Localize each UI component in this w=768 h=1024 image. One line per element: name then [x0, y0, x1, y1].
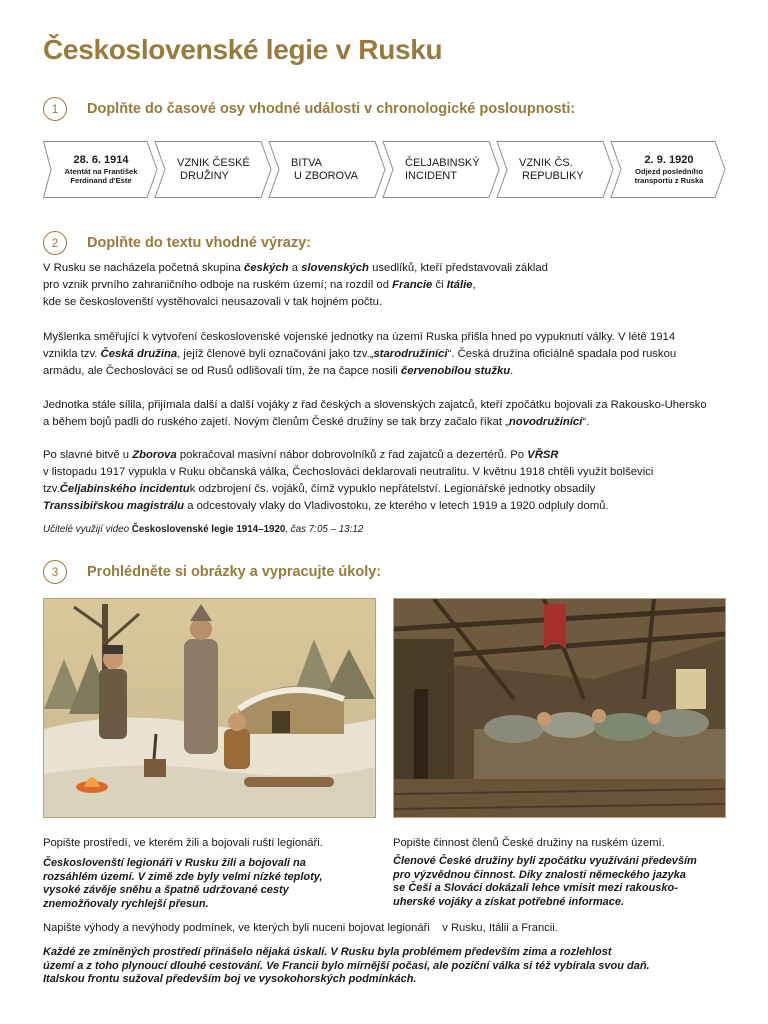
timeline — [43, 141, 726, 198]
filled-term: starodružiníci — [373, 348, 448, 360]
paragraph-1: V Rusku se nacházela početná skupina českých a slovenských usedlíků, kteří představovali základ pro vznik prvního zahraničního odboje na ruském území; na rozdíl od Francie či Itálie, kde se českoslovenští vystěhovalci neusazovali v tak hojném počtu. — [43, 262, 548, 308]
timeline-sub: Odjezd posledního — [635, 167, 703, 176]
illustration-winter-camp — [43, 598, 376, 818]
filled-term: Transsibiřskou magistrálu — [43, 500, 185, 512]
timeline-date: 28. 6. 1914 — [73, 154, 129, 166]
timeline-label: INCIDENT — [405, 169, 457, 182]
timeline-sub: transportu z Ruska — [634, 176, 704, 185]
right-question: Popište činnost členů České družiny na ruském území. — [393, 837, 665, 849]
timeline-label: VZNIK ČS. — [519, 156, 573, 169]
bottom-answer: Každé ze zmíněných prostředí přinášelo nějaká úskalí. V Rusku byla problémem především zima a rozlehlost území a z toho plynoucí dlouhé cestování. Ve Francii bylo mírnější počasí, ale poziční válka si též vybírala svou daň. Italskou frontu sužoval především boj ve vysokohorských podmínkách. — [43, 946, 650, 985]
right-answer: Členové České družiny byli zpočátku využíváni především pro výzvědnou činnost. Díky znalosti německého jazyka se Češi a Slováci dokázali lehce vmísit mezi rakousko- uherské vojáky a získat potřebné informace. — [393, 855, 697, 908]
timeline-label: DRUŽINY — [180, 169, 229, 182]
left-answer: Českoslovenští legionáři v Rusku žili a bojovali na rozsáhlém území. V zimě zde byly velmi nízké teploty, vysoké závěje sněhu a špatně udržované cesty znemožňovaly rychlejší přesun. — [43, 857, 323, 910]
section-number: 3 — [43, 560, 67, 584]
filled-term: Česká družina — [100, 348, 178, 360]
filled-term: slovenských — [301, 262, 369, 274]
filled-term: českých — [243, 262, 289, 274]
timeline-label: U ZBOROVA — [294, 169, 358, 182]
filled-term: Zborova — [132, 449, 177, 461]
filled-term: Čeljabinského incidentu — [59, 483, 190, 495]
timeline-label: REPUBLIKY — [522, 169, 584, 182]
timeline-item-6 — [619, 141, 719, 198]
filled-term: VŘSR — [527, 449, 559, 461]
timeline-label: BITVA — [291, 156, 322, 169]
timeline-item-2 — [177, 141, 267, 198]
paragraph-3: Jednotka stále sílila, přijímala další a další vojáky z řad českých a slovenských zajatců, kteří zpočátku bojovali za Rakousko-Uhersko a během bojů padli do ruského zajetí. Novým členům České družiny se tak brzy začalo říkat „novodružiníci“. — [43, 399, 707, 428]
timeline-label: VZNIK ČESKÉ — [177, 156, 250, 169]
timeline-date: 2. 9. 1920 — [644, 154, 694, 166]
filled-term: Itálie — [446, 279, 473, 291]
section-number: 2 — [43, 231, 67, 255]
timeline-label: ČELJABINSKÝ — [405, 156, 480, 169]
illustration-dugout — [393, 598, 726, 818]
dugout-painting — [394, 599, 725, 817]
timeline-sub: Atentát na František — [64, 167, 138, 176]
section-heading: Prohlédněte si obrázky a vypracujte úkoly: — [87, 564, 382, 580]
section-number: 1 — [43, 97, 67, 121]
filled-term: Francie — [392, 279, 433, 291]
timeline-item-1 — [51, 141, 151, 198]
timeline-item-5 — [519, 141, 609, 198]
teacher-note: Učitelé využijí video Československé legie 1914–1920, čas 7:05 – 13:12 — [43, 524, 364, 535]
paragraph-2: Myšlenka směřující k vytvoření československé vojenské jednotky na území Ruska přišla hned po vypuknutí války. V létě 1914 vznikla tzv. Česká družina, jejíž členové byli označováni jako tzv.„starodružiníci“. Česká družina oficiálně spadala pod ruskou armádu, ale Čechoslováci se od Rusů odlišovali tím, že na čapce nosili červenobílou stužku. — [43, 331, 677, 377]
section-heading: Doplňte do textu vhodné výrazy: — [87, 235, 311, 251]
bottom-question: Napište výhody a nevýhody podmínek, ve kterých byli nuceni bojovat legionáři v Rusku, Itálii a Francii. — [43, 922, 558, 934]
filled-term: červenobílou stužku — [400, 365, 511, 377]
left-question: Popište prostředí, ve kterém žili a bojovali ruští legionáři. — [43, 837, 323, 849]
timeline-item-3 — [291, 141, 381, 198]
section-3-header — [43, 560, 381, 584]
filled-term: novodružiníci — [508, 416, 583, 428]
section-1-header — [43, 97, 575, 121]
page-title: Československé legie v Rusku — [43, 34, 443, 65]
timeline-item-4 — [405, 141, 495, 198]
timeline-sub: Ferdinand d'Este — [70, 176, 132, 185]
section-2-header — [43, 231, 311, 255]
winter-camp-painting — [44, 599, 375, 817]
video-title: Československé legie 1914–1920 — [131, 524, 286, 535]
paragraph-4: Po slavné bitvě u Zborova pokračoval masivní nábor dobrovolníků z řad zajatců a dezertérů. Po VŘSR v listopadu 1917 vypukla v Ruku občanská válka, Čechoslováci deklarovali neutralitu. V květnu 1918 chtěli využít bolševici tzv.Čeljabinského incidentuk odzbrojení čs. vojáků, čímž vypuklo nepřátelství. Legionářské jednotky obsadily Transsibiřskou magistrálu a odcestovaly vlaky do Vladivostoku, ze kterého v letech 1919 a 1920 odpluly domů. — [43, 449, 654, 512]
section-heading: Doplňte do časové osy vhodné události v chronologické posloupnosti: — [87, 101, 576, 117]
